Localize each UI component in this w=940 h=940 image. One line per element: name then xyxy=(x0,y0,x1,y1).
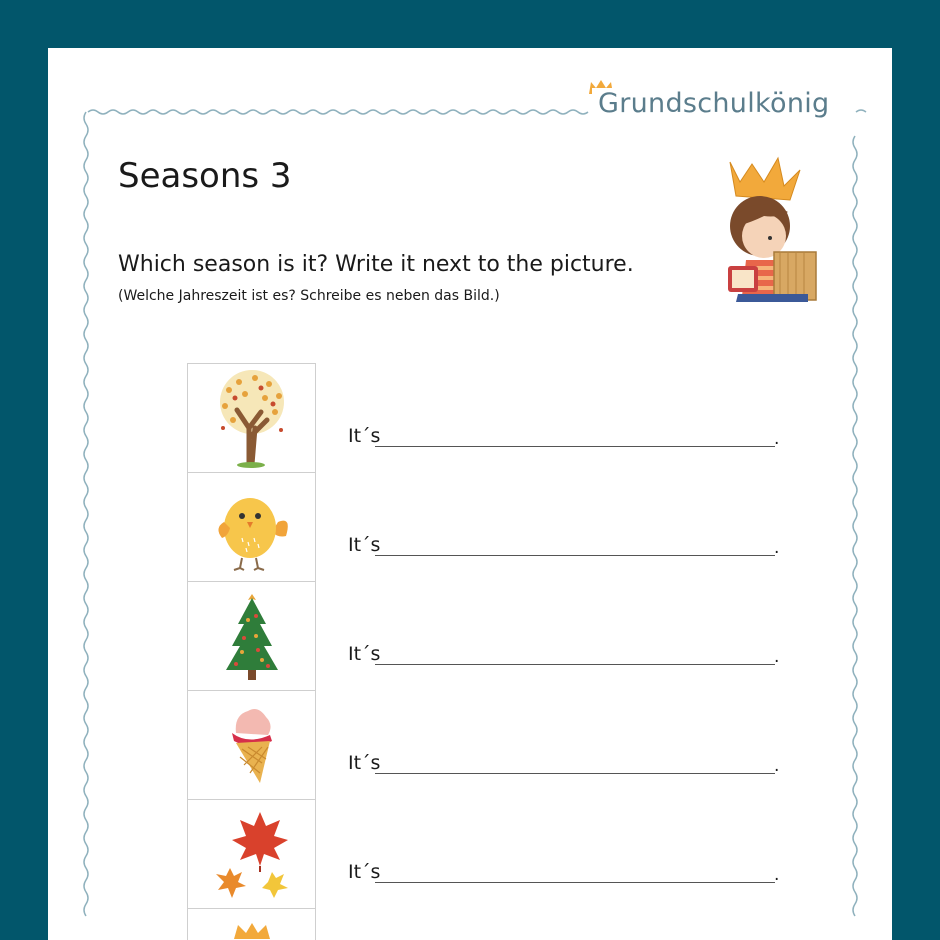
autumn-leaves-icon xyxy=(210,808,294,900)
exercise-row xyxy=(187,799,807,908)
answer-line[interactable] xyxy=(375,555,775,556)
picture-cell xyxy=(187,581,316,690)
picture-cell xyxy=(187,799,316,908)
ice-cream-icon xyxy=(222,703,282,787)
christmas-tree-icon xyxy=(222,590,282,682)
answer-period: . xyxy=(774,756,780,776)
exercise-row xyxy=(187,581,807,690)
picture-cell xyxy=(187,472,316,581)
instruction-text: Which season is it? Write it next to the picture. xyxy=(118,252,634,277)
answer-line[interactable] xyxy=(375,882,775,883)
answer-line[interactable] xyxy=(375,773,775,774)
exercise-rows xyxy=(187,363,807,940)
autumn-tree-icon xyxy=(209,368,295,468)
exercise-row xyxy=(187,363,807,472)
crown-icon xyxy=(232,921,272,940)
answer-prefix: It´s xyxy=(348,643,381,665)
page-title: Seasons 3 xyxy=(118,156,292,196)
worksheet-page xyxy=(48,48,892,940)
answer-period: . xyxy=(774,538,780,558)
answer-line[interactable] xyxy=(375,664,775,665)
answer-period: . xyxy=(774,647,780,667)
answer-line[interactable] xyxy=(375,446,775,447)
answer-prefix: It´s xyxy=(348,425,381,447)
instruction-translation: (Welche Jahreszeit ist es? Schreibe es neben das Bild.) xyxy=(118,288,500,304)
answer-prefix: It´s xyxy=(348,752,381,774)
picture-cell xyxy=(187,908,316,940)
answer-prefix: It´s xyxy=(348,861,381,883)
picture-cell xyxy=(187,363,316,472)
picture-cell xyxy=(187,690,316,799)
king-boy-reading-icon xyxy=(708,156,820,306)
chick-icon xyxy=(212,482,292,572)
brand-logo: Grundschulkönig xyxy=(592,88,835,119)
exercise-row xyxy=(187,690,807,799)
answer-period: . xyxy=(774,429,780,449)
exercise-row xyxy=(187,472,807,581)
answer-prefix: It´s xyxy=(348,534,381,556)
exercise-row xyxy=(187,908,807,940)
answer-period: . xyxy=(774,865,780,885)
